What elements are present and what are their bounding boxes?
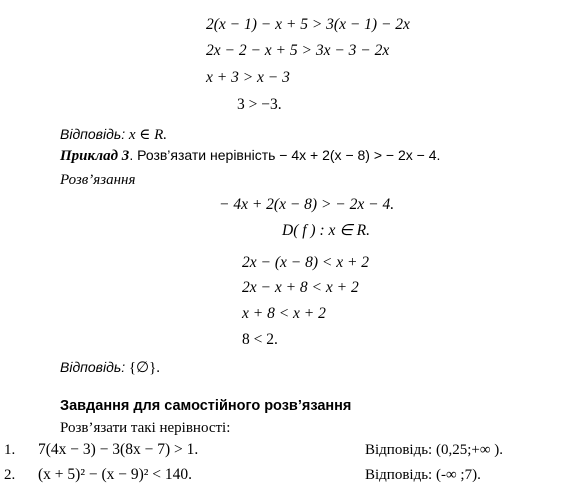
self-study-intro: Розв’язати такі нерівності: — [60, 420, 231, 436]
example3-line-1: − 4x + 2(x − 8) > − 2x − 4. — [219, 196, 395, 213]
example2-line-4: 3 > −3. — [237, 96, 282, 113]
example3-line-5: x + 8 < x + 2 — [242, 305, 326, 322]
answer-label: Відповідь: — [60, 359, 126, 375]
example3-answer — [60, 358, 160, 377]
task-expression: 7(4x − 3) − 3(8x − 7) > 1. — [38, 441, 199, 458]
example3-statement — [60, 146, 440, 165]
example-title: Приклад 3 — [60, 148, 130, 164]
task-number: 1. — [4, 442, 16, 458]
task-answer: Відповідь: (-∞ ;7). — [365, 467, 481, 483]
self-study-heading: Завдання для самостійного розв’язання — [60, 398, 352, 414]
example2-answer — [60, 125, 167, 144]
task-answer: Відповідь: (0,25;+∞ ). — [365, 442, 504, 458]
example3-line-2: D( f ) : x ∈ R. — [282, 222, 370, 239]
example3-line-4: 2x − x + 8 < x + 2 — [242, 279, 359, 296]
example2-line-2: 2x − 2 − x + 5 > 3x − 3 − 2x — [206, 42, 390, 59]
answer-label: Відповідь: — [60, 126, 126, 142]
example-task: . Розв’язати нерівність − 4x + 2(x − 8) > − 2x − 4. — [129, 147, 441, 163]
task-expression: (x + 5)² − (x − 9)² < 140. — [38, 466, 193, 483]
answer-value: x ∈ R. — [128, 127, 168, 143]
example3-line-6: 8 < 2. — [242, 331, 278, 348]
example3-line-3: 2x − (x − 8) < x + 2 — [242, 254, 370, 271]
answer-value: {∅}. — [128, 360, 161, 376]
example2-line-3: x + 3 > x − 3 — [206, 69, 290, 86]
solution-label: Розв’язання — [60, 172, 136, 188]
task-number: 2. — [4, 467, 16, 483]
example2-line-1: 2(x − 1) − x + 5 > 3(x − 1) − 2x — [206, 16, 410, 33]
